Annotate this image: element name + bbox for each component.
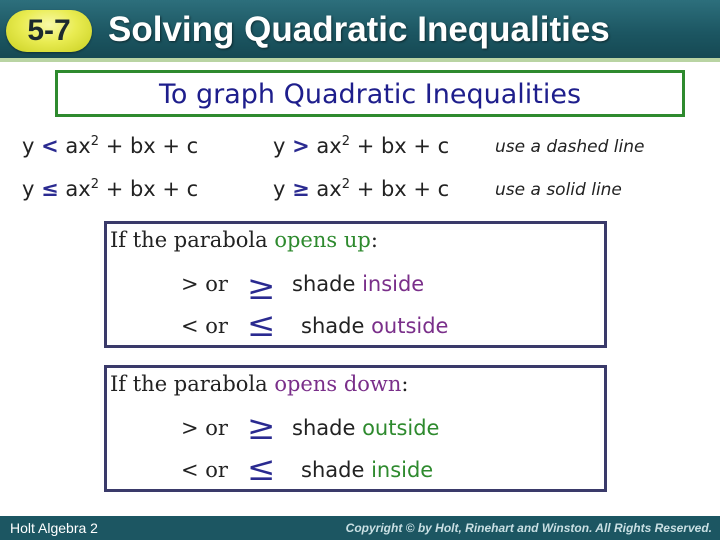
lesson-badge — [6, 10, 92, 52]
header-accent-line — [0, 58, 720, 62]
header-prefix: If the parabola — [110, 228, 268, 252]
shade-region: inside — [371, 458, 434, 482]
page-title: Solving Quadratic Inequalities — [108, 10, 610, 49]
greater-label: > or — [181, 416, 228, 440]
greater-equal-icon: ≥ — [247, 268, 276, 308]
subtitle-box — [55, 70, 685, 117]
less-equal-icon: ≤ — [247, 305, 276, 345]
greater-label: > or — [181, 272, 228, 296]
var: y — [273, 134, 286, 158]
shade-instruction — [292, 416, 439, 440]
opens-up-header — [110, 228, 378, 252]
operator: > — [292, 134, 310, 158]
shade-instruction — [301, 458, 433, 482]
header-suffix: : — [370, 228, 378, 252]
operator: ≥ — [292, 177, 310, 201]
rest-expression: + bx + c — [356, 177, 450, 201]
rest-expression: + bx + c — [105, 134, 199, 158]
header-prefix: If the parabola — [110, 372, 268, 396]
footer-bar — [0, 516, 720, 540]
exponent: 2 — [90, 134, 99, 149]
shade-word: shade — [292, 416, 356, 440]
dashed-line-note: use a dashed line — [495, 137, 645, 157]
shade-region: inside — [362, 272, 425, 296]
shade-region: outside — [362, 416, 440, 440]
exponent: 2 — [90, 177, 99, 192]
opens-down-header — [110, 372, 409, 396]
rest-expression: + bx + c — [356, 134, 450, 158]
shade-instruction — [292, 272, 424, 296]
inequality-right-2 — [273, 177, 449, 201]
exponent: 2 — [341, 134, 350, 149]
term: ax — [65, 134, 91, 158]
inequality-left-1 — [22, 134, 198, 158]
footer-book-title: Holt Algebra 2 — [10, 520, 98, 536]
var: y — [22, 134, 35, 158]
inequality-right-1 — [273, 134, 449, 158]
footer-copyright: Copyright © by Holt, Rinehart and Winston. All Rights Reserved. — [345, 521, 712, 535]
operator: < — [41, 134, 59, 158]
var: y — [273, 177, 286, 201]
inequality-left-2 — [22, 177, 198, 201]
less-label: < or — [181, 314, 228, 338]
shade-instruction — [301, 314, 448, 338]
shade-region: outside — [371, 314, 449, 338]
term: ax — [316, 177, 342, 201]
opens-down-label: opens down — [274, 372, 402, 396]
shade-word: shade — [292, 272, 356, 296]
lesson-number: 5-7 — [27, 14, 71, 47]
var: y — [22, 177, 35, 201]
shade-word: shade — [301, 314, 365, 338]
less-label: < or — [181, 458, 228, 482]
subtitle: To graph Quadratic Inequalities — [158, 79, 582, 110]
header-suffix: : — [401, 372, 409, 396]
shade-word: shade — [301, 458, 365, 482]
term: ax — [316, 134, 342, 158]
opens-up-label: opens up — [274, 228, 371, 252]
exponent: 2 — [341, 177, 350, 192]
solid-line-note: use a solid line — [495, 180, 622, 200]
term: ax — [65, 177, 91, 201]
operator: ≤ — [41, 177, 59, 201]
rest-expression: + bx + c — [105, 177, 199, 201]
less-equal-icon: ≤ — [247, 449, 276, 489]
greater-equal-icon: ≥ — [247, 408, 276, 448]
